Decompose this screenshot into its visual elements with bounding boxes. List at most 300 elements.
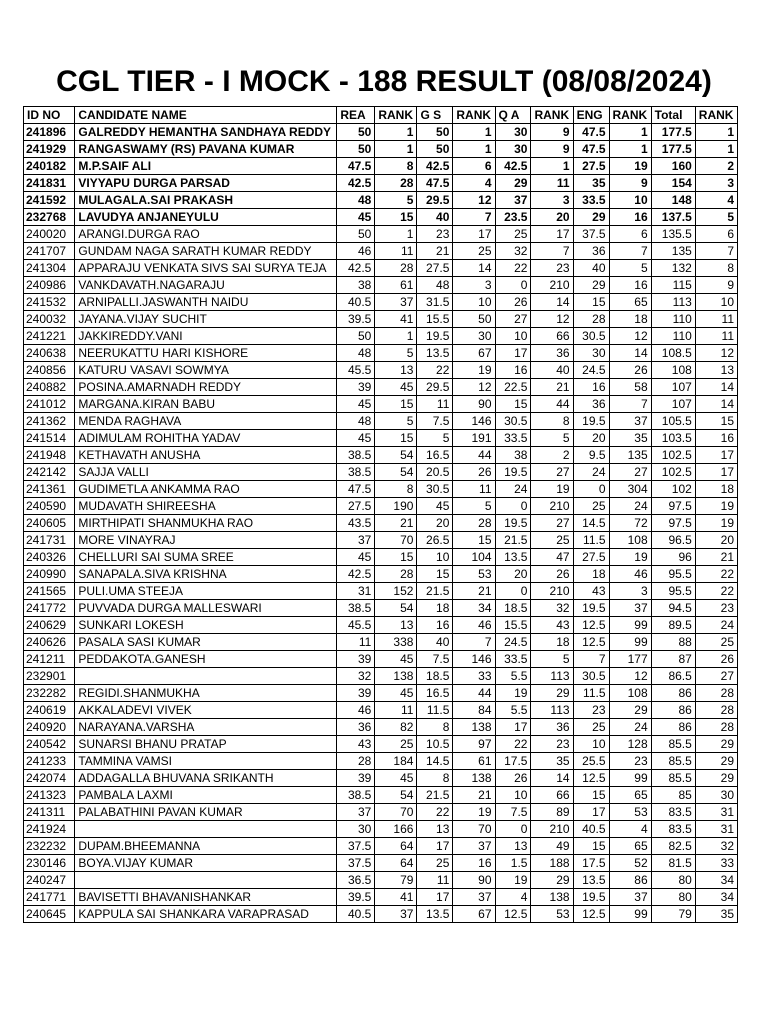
cell-total-rank: 17 [695,447,737,464]
cell-id: 240542 [24,736,75,753]
cell-gs: 47.5 [417,175,453,192]
cell-eng: 18 [573,566,609,583]
cell-gs-rank: 30 [453,328,495,345]
cell-qa-rank: 210 [531,277,573,294]
cell-gs: 15 [417,566,453,583]
cell-eng-rank: 1 [609,124,651,141]
cell-name: APPARAJU VENKATA SIVS SAI SURYA TEJA [75,260,337,277]
cell-qa: 12.5 [495,906,531,923]
cell-gs-rank: 17 [453,226,495,243]
cell-gs: 11 [417,396,453,413]
table-row [24,566,738,583]
cell-gs-rank: 138 [453,719,495,736]
cell-gs: 7.5 [417,651,453,668]
page-title: CGL TIER - I MOCK - 188 RESULT (08/08/2024) [56,65,712,98]
cell-qa-rank: 53 [531,906,573,923]
cell-name: GUDIMETLA ANKAMMA RAO [75,481,337,498]
cell-rea: 40.5 [337,294,375,311]
cell-total-rank: 8 [695,260,737,277]
cell-id: 240605 [24,515,75,532]
table-row [24,192,738,209]
cell-qa: 30 [495,141,531,158]
cell-gs-rank: 53 [453,566,495,583]
cell-total-rank: 1 [695,124,737,141]
cell-id: 241948 [24,447,75,464]
cell-rea: 42.5 [337,175,375,192]
cell-gs-rank: 34 [453,600,495,617]
cell-total: 86.5 [651,668,695,685]
cell-rea: 31 [337,583,375,600]
cell-eng-rank: 304 [609,481,651,498]
cell-rea: 38.5 [337,787,375,804]
cell-gs: 25 [417,855,453,872]
cell-gs: 21.5 [417,787,453,804]
cell-qa: 15 [495,396,531,413]
cell-gs: 16 [417,617,453,634]
cell-qa: 7.5 [495,804,531,821]
cell-total-rank: 22 [695,566,737,583]
cell-eng: 0 [573,481,609,498]
col-header-total: Total [651,107,695,124]
table-row [24,260,738,277]
cell-total: 85.5 [651,770,695,787]
cell-eng-rank: 35 [609,430,651,447]
cell-rea: 38 [337,277,375,294]
cell-total: 79 [651,906,695,923]
cell-total: 97.5 [651,515,695,532]
cell-eng-rank: 1 [609,141,651,158]
cell-name: GALREDDY HEMANTHA SANDHAYA REDDY [75,124,337,141]
cell-id: 240638 [24,345,75,362]
cell-qa-rank: 25 [531,532,573,549]
cell-rea: 47.5 [337,481,375,498]
cell-id: 240590 [24,498,75,515]
cell-qa: 33.5 [495,651,531,668]
cell-rea: 45 [337,430,375,447]
cell-qa-rank: 113 [531,668,573,685]
cell-qa-rank: 43 [531,617,573,634]
table-row [24,719,738,736]
cell-id: 240182 [24,158,75,175]
cell-id: 241707 [24,243,75,260]
cell-qa: 19 [495,872,531,889]
cell-total-rank: 2 [695,158,737,175]
cell-rea: 11 [337,634,375,651]
cell-gs: 22 [417,804,453,821]
cell-gs-rank: 26 [453,464,495,481]
table-row [24,124,738,141]
col-header-name: CANDIDATE NAME [75,107,337,124]
cell-total-rank: 29 [695,753,737,770]
cell-eng: 47.5 [573,141,609,158]
cell-total-rank: 3 [695,175,737,192]
cell-qa: 16 [495,362,531,379]
table-row [24,413,738,430]
cell-qa: 30.5 [495,413,531,430]
cell-gs: 18.5 [417,668,453,685]
cell-eng-rank: 72 [609,515,651,532]
cell-gs: 16.5 [417,447,453,464]
cell-qa: 0 [495,498,531,515]
cell-name [75,872,337,889]
cell-id: 241514 [24,430,75,447]
cell-gs-rank: 7 [453,634,495,651]
cell-gs-rank: 19 [453,362,495,379]
cell-rea-rank: 5 [375,192,417,209]
cell-rea: 30 [337,821,375,838]
cell-eng-rank: 27 [609,464,651,481]
cell-gs: 22 [417,362,453,379]
cell-total: 105.5 [651,413,695,430]
cell-qa: 42.5 [495,158,531,175]
cell-gs: 40 [417,209,453,226]
cell-gs: 42.5 [417,158,453,175]
cell-id: 241772 [24,600,75,617]
cell-total-rank: 11 [695,328,737,345]
cell-qa-rank: 23 [531,260,573,277]
cell-rea: 32 [337,668,375,685]
cell-eng: 25 [573,719,609,736]
cell-gs-rank: 33 [453,668,495,685]
cell-id: 241221 [24,328,75,345]
cell-eng-rank: 99 [609,634,651,651]
cell-qa-rank: 113 [531,702,573,719]
cell-eng: 24.5 [573,362,609,379]
cell-gs: 23 [417,226,453,243]
table-row [24,736,738,753]
cell-gs: 40 [417,634,453,651]
cell-id: 242142 [24,464,75,481]
cell-qa-rank: 66 [531,328,573,345]
cell-gs-rank: 90 [453,396,495,413]
cell-total-rank: 34 [695,872,737,889]
cell-total: 102.5 [651,464,695,481]
cell-name: MUDAVATH SHIREESHA [75,498,337,515]
cell-gs-rank: 138 [453,770,495,787]
cell-rea: 36.5 [337,872,375,889]
cell-name: VANKDAVATH.NAGARAJU [75,277,337,294]
cell-id: 241233 [24,753,75,770]
cell-rea-rank: 70 [375,804,417,821]
cell-eng: 12.5 [573,634,609,651]
cell-gs: 27.5 [417,260,453,277]
cell-rea: 36 [337,719,375,736]
cell-total-rank: 13 [695,362,737,379]
cell-qa-rank: 32 [531,600,573,617]
cell-qa-rank: 1 [531,158,573,175]
cell-name: ARANGI.DURGA RAO [75,226,337,243]
cell-qa-rank: 8 [531,413,573,430]
cell-qa: 22.5 [495,379,531,396]
cell-total: 135 [651,243,695,260]
cell-rea-rank: 37 [375,294,417,311]
cell-gs: 11 [417,872,453,889]
cell-rea: 37 [337,804,375,821]
cell-rea-rank: 28 [375,260,417,277]
cell-eng-rank: 7 [609,396,651,413]
cell-gs-rank: 44 [453,685,495,702]
cell-eng-rank: 99 [609,906,651,923]
col-header-eng: ENG [573,107,609,124]
col-header-total-rank: RANK [695,107,737,124]
cell-id: 240986 [24,277,75,294]
cell-total-rank: 27 [695,668,737,685]
cell-id: 232901 [24,668,75,685]
cell-gs-rank: 14 [453,260,495,277]
cell-rea: 42.5 [337,566,375,583]
cell-rea: 39.5 [337,889,375,906]
cell-gs-rank: 50 [453,311,495,328]
cell-qa-rank: 36 [531,345,573,362]
cell-rea-rank: 15 [375,430,417,447]
cell-total: 108 [651,362,695,379]
cell-qa: 1.5 [495,855,531,872]
cell-id: 241323 [24,787,75,804]
cell-qa-rank: 2 [531,447,573,464]
cell-rea-rank: 8 [375,481,417,498]
cell-total: 88 [651,634,695,651]
cell-eng-rank: 99 [609,770,651,787]
cell-name: GUNDAM NAGA SARATH KUMAR REDDY [75,243,337,260]
cell-qa-rank: 36 [531,719,573,736]
cell-eng: 12.5 [573,906,609,923]
cell-rea: 45 [337,549,375,566]
cell-rea-rank: 45 [375,651,417,668]
cell-qa: 10 [495,328,531,345]
cell-eng-rank: 26 [609,362,651,379]
cell-gs-rank: 46 [453,617,495,634]
cell-gs-rank: 90 [453,872,495,889]
cell-id: 240645 [24,906,75,923]
cell-eng-rank: 24 [609,498,651,515]
cell-name: JAKKIREDDY.VANI [75,328,337,345]
cell-eng-rank: 53 [609,804,651,821]
cell-gs-rank: 10 [453,294,495,311]
cell-eng-rank: 29 [609,702,651,719]
cell-rea: 42.5 [337,260,375,277]
cell-id: 241304 [24,260,75,277]
cell-name: MENDA RAGHAVA [75,413,337,430]
cell-eng-rank: 16 [609,209,651,226]
cell-gs-rank: 84 [453,702,495,719]
cell-gs-rank: 21 [453,583,495,600]
cell-eng-rank: 65 [609,838,651,855]
cell-total-rank: 28 [695,702,737,719]
table-row [24,787,738,804]
table-row [24,617,738,634]
col-header-qa: Q A [495,107,531,124]
cell-qa-rank: 47 [531,549,573,566]
cell-total: 87 [651,651,695,668]
cell-id: 241771 [24,889,75,906]
cell-total: 137.5 [651,209,695,226]
cell-name: PASALA SASI KUMAR [75,634,337,651]
cell-total: 85 [651,787,695,804]
cell-qa: 19 [495,685,531,702]
cell-total-rank: 21 [695,549,737,566]
cell-gs-rank: 21 [453,787,495,804]
table-row [24,702,738,719]
table-row [24,175,738,192]
cell-eng-rank: 9 [609,175,651,192]
cell-name: M.P.SAIF ALI [75,158,337,175]
cell-eng: 19.5 [573,413,609,430]
cell-total-rank: 26 [695,651,737,668]
cell-gs: 15.5 [417,311,453,328]
cell-qa: 24.5 [495,634,531,651]
cell-total: 154 [651,175,695,192]
table-row [24,311,738,328]
cell-gs-rank: 25 [453,243,495,260]
cell-id: 241361 [24,481,75,498]
cell-qa-rank: 210 [531,498,573,515]
cell-total: 103.5 [651,430,695,447]
cell-total-rank: 11 [695,311,737,328]
cell-eng: 12.5 [573,617,609,634]
cell-rea: 43 [337,736,375,753]
cell-rea-rank: 1 [375,226,417,243]
cell-eng-rank: 3 [609,583,651,600]
cell-total: 96.5 [651,532,695,549]
cell-gs: 29.5 [417,379,453,396]
cell-id: 241831 [24,175,75,192]
cell-gs-rank: 97 [453,736,495,753]
table-row [24,634,738,651]
cell-eng: 33.5 [573,192,609,209]
cell-eng-rank: 23 [609,753,651,770]
cell-total-rank: 14 [695,379,737,396]
cell-gs-rank: 61 [453,753,495,770]
cell-gs-rank: 4 [453,175,495,192]
cell-name: POSINA.AMARNADH REDDY [75,379,337,396]
cell-rea-rank: 45 [375,379,417,396]
cell-gs-rank: 11 [453,481,495,498]
cell-eng: 40.5 [573,821,609,838]
cell-qa-rank: 20 [531,209,573,226]
cell-qa: 4 [495,889,531,906]
cell-total-rank: 20 [695,532,737,549]
cell-rea-rank: 45 [375,770,417,787]
cell-rea: 43.5 [337,515,375,532]
cell-eng: 10 [573,736,609,753]
cell-eng: 27.5 [573,549,609,566]
cell-rea-rank: 11 [375,702,417,719]
cell-gs: 50 [417,124,453,141]
cell-rea: 45 [337,209,375,226]
cell-gs-rank: 146 [453,413,495,430]
cell-qa: 17 [495,719,531,736]
cell-qa-rank: 210 [531,583,573,600]
cell-gs: 10.5 [417,736,453,753]
cell-qa-rank: 138 [531,889,573,906]
cell-qa-rank: 188 [531,855,573,872]
cell-eng: 30 [573,345,609,362]
cell-id: 232232 [24,838,75,855]
cell-total: 102 [651,481,695,498]
cell-qa: 25 [495,226,531,243]
cell-id: 240856 [24,362,75,379]
cell-qa-rank: 11 [531,175,573,192]
cell-eng: 29 [573,277,609,294]
cell-qa: 23.5 [495,209,531,226]
cell-qa: 0 [495,277,531,294]
cell-name: MIRTHIPATI SHANMUKHA RAO [75,515,337,532]
cell-total-rank: 28 [695,685,737,702]
cell-eng: 23 [573,702,609,719]
cell-qa-rank: 26 [531,566,573,583]
cell-eng: 20 [573,430,609,447]
cell-rea: 46 [337,702,375,719]
cell-eng: 30.5 [573,668,609,685]
cell-eng-rank: 6 [609,226,651,243]
cell-name: MULAGALA.SAI PRAKASH [75,192,337,209]
cell-id: 241924 [24,821,75,838]
cell-total-rank: 15 [695,413,737,430]
cell-gs-rank: 15 [453,532,495,549]
cell-qa-rank: 44 [531,396,573,413]
col-header-gs-rank: RANK [453,107,495,124]
cell-eng: 29 [573,209,609,226]
table-row [24,141,738,158]
cell-rea-rank: 15 [375,396,417,413]
cell-rea: 27.5 [337,498,375,515]
table-row [24,464,738,481]
cell-eng-rank: 37 [609,413,651,430]
cell-total-rank: 17 [695,464,737,481]
col-header-qa-rank: RANK [531,107,573,124]
cell-name: PEDDAKOTA.GANESH [75,651,337,668]
cell-eng-rank: 24 [609,719,651,736]
cell-name: SUNKARI LOKESH [75,617,337,634]
cell-eng: 19.5 [573,600,609,617]
cell-rea: 46 [337,243,375,260]
cell-rea-rank: 184 [375,753,417,770]
table-row [24,583,738,600]
cell-rea-rank: 64 [375,838,417,855]
cell-qa-rank: 40 [531,362,573,379]
cell-qa-rank: 23 [531,736,573,753]
table-row [24,600,738,617]
cell-total: 110 [651,311,695,328]
cell-qa-rank: 18 [531,634,573,651]
cell-total: 177.5 [651,124,695,141]
table-row [24,651,738,668]
cell-rea-rank: 37 [375,906,417,923]
cell-rea: 45.5 [337,362,375,379]
cell-id: 232768 [24,209,75,226]
cell-name [75,821,337,838]
cell-total-rank: 12 [695,345,737,362]
cell-eng-rank: 18 [609,311,651,328]
cell-name: BOYA.VIJAY KUMAR [75,855,337,872]
cell-name: ADIMULAM ROHITHA YADAV [75,430,337,447]
table-row [24,889,738,906]
cell-rea-rank: 54 [375,787,417,804]
cell-qa: 17.5 [495,753,531,770]
cell-rea: 50 [337,141,375,158]
cell-name: NARAYANA.VARSHA [75,719,337,736]
cell-total: 160 [651,158,695,175]
cell-qa: 24 [495,481,531,498]
cell-gs-rank: 67 [453,906,495,923]
cell-gs-rank: 6 [453,158,495,175]
cell-gs: 45 [417,498,453,515]
cell-eng: 37.5 [573,226,609,243]
cell-gs: 18 [417,600,453,617]
cell-qa-rank: 5 [531,430,573,447]
cell-id: 242074 [24,770,75,787]
cell-qa: 27 [495,311,531,328]
